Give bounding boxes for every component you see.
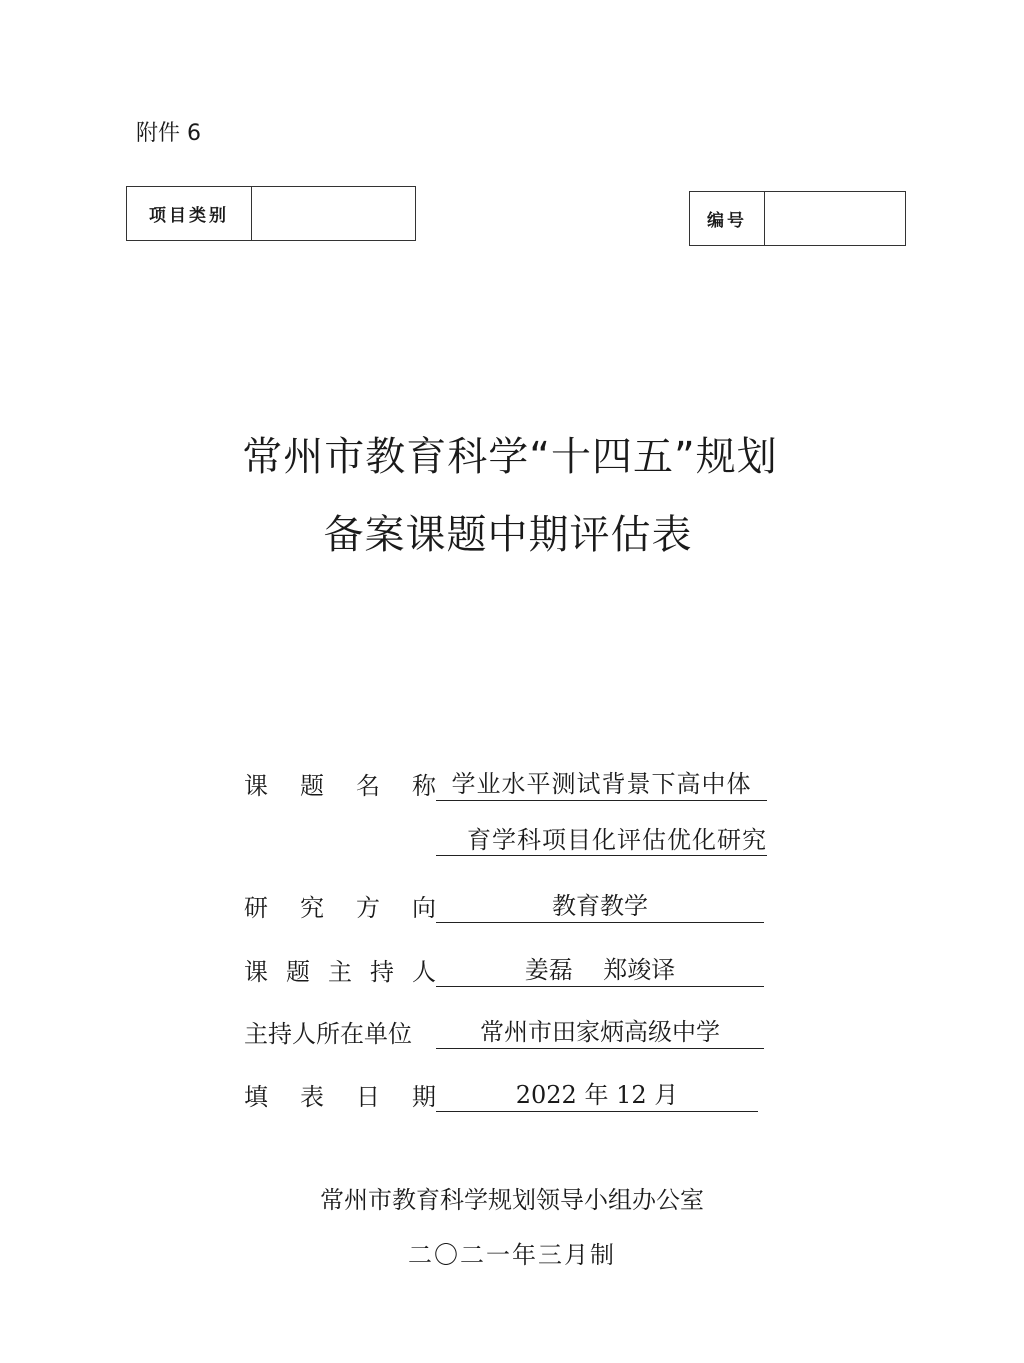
date-label-char: 填 bbox=[244, 1083, 268, 1111]
host-value: 姜磊 郑竣译 bbox=[436, 950, 764, 987]
host-label-char: 题 bbox=[286, 958, 310, 986]
date-label bbox=[244, 1077, 436, 1112]
serial-number-label: 编号 bbox=[690, 192, 765, 245]
topic-label-char: 名 bbox=[356, 772, 380, 800]
host-label-char: 持 bbox=[370, 958, 394, 986]
host-label bbox=[244, 952, 436, 987]
date-field bbox=[244, 1075, 758, 1112]
topic-value-line1: 学业水平测试背景下高中体 bbox=[436, 764, 767, 801]
project-category-value bbox=[252, 187, 415, 240]
host-field bbox=[244, 950, 764, 987]
date-label-char: 期 bbox=[412, 1083, 436, 1111]
date-label-char: 表 bbox=[300, 1083, 324, 1111]
direction-label-char: 研 bbox=[244, 894, 268, 922]
host-label-char: 课 bbox=[244, 958, 268, 986]
serial-number-box bbox=[689, 191, 906, 246]
project-category-box bbox=[126, 186, 416, 241]
attachment-label: 附件 6 bbox=[136, 121, 201, 146]
topic-value-line2: 育学科项目化评估优化研究 bbox=[436, 820, 767, 856]
unit-label: 主持人所在单位 bbox=[244, 1020, 412, 1048]
issue-date: 二〇二一年三月制 bbox=[408, 1241, 616, 1269]
direction-label-char: 究 bbox=[300, 894, 324, 922]
topic-label-char: 称 bbox=[412, 772, 436, 800]
topic-label-char: 题 bbox=[300, 772, 324, 800]
direction-label-char: 方 bbox=[356, 894, 380, 922]
host-label-char: 人 bbox=[412, 958, 436, 986]
unit-field bbox=[244, 1012, 764, 1049]
topic-label-char: 课 bbox=[244, 772, 268, 800]
page-title: 常州市教育科学“十四五”规划 bbox=[242, 434, 778, 480]
direction-value: 教育教学 bbox=[436, 886, 764, 923]
date-value: 2022 年 12 月 bbox=[436, 1075, 758, 1112]
page-subtitle: 备案课题中期评估表 bbox=[323, 512, 693, 558]
direction-label-char: 向 bbox=[412, 894, 436, 922]
direction-field bbox=[244, 886, 764, 923]
serial-number-value bbox=[765, 192, 905, 245]
topic-label bbox=[244, 766, 436, 801]
topic-field bbox=[244, 764, 767, 801]
issuing-office: 常州市教育科学规划领导小组办公室 bbox=[320, 1186, 704, 1214]
project-category-label: 项目类别 bbox=[127, 187, 252, 240]
direction-label bbox=[244, 888, 436, 923]
unit-value: 常州市田家炳高级中学 bbox=[436, 1012, 764, 1049]
host-label-char: 主 bbox=[328, 958, 352, 986]
date-label-char: 日 bbox=[356, 1083, 380, 1111]
